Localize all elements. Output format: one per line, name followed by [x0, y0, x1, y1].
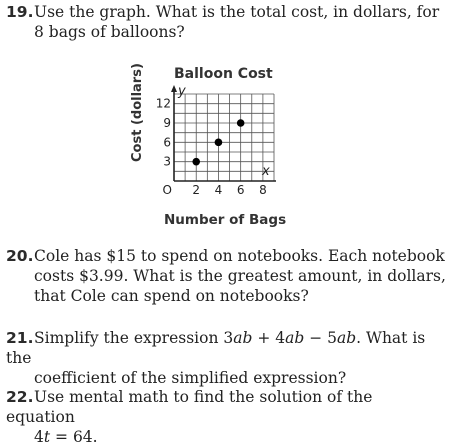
x-axis-letter: x [262, 164, 270, 179]
question-text-line1: Use mental math to find the solution of the equation [6, 388, 373, 426]
expr-post: . What is the [6, 329, 426, 367]
data-point [215, 139, 223, 147]
y-axis-arrow [171, 85, 177, 92]
data-point [192, 158, 200, 166]
equation [6, 427, 446, 447]
expr-var: ab [233, 329, 253, 347]
question-19 [6, 2, 446, 42]
question-text-line2: coefficient of the simplified expression? [34, 369, 347, 387]
question-22 [6, 387, 446, 447]
x-tick-label: 4 [214, 183, 223, 197]
eq-rhs: = 64. [50, 428, 98, 446]
eq-var: t [43, 428, 51, 446]
x-tick-label: 8 [259, 183, 267, 197]
y-tick-label: 12 [155, 96, 171, 111]
expr-mid2: − 5 [304, 329, 337, 347]
y-tick-label: 3 [163, 154, 171, 169]
expr-mid1: + 4 [252, 329, 286, 347]
question-number: 22. [6, 388, 34, 406]
question-text-line1: Use the graph. What is the total cost, in dollars, for [34, 3, 440, 21]
y-axis-letter: y [178, 84, 186, 99]
expr-var: ab [285, 329, 305, 347]
question-text-line2: 8 bags of balloons? [34, 23, 185, 41]
question-20 [6, 246, 446, 306]
expr-pre: Simplify the expression 3 [34, 329, 234, 347]
y-tick-label: 6 [163, 135, 171, 150]
question-number: 21. [6, 329, 34, 347]
question-number: 19. [6, 3, 34, 21]
question-21 [6, 328, 446, 388]
question-text-line2: costs $3.99. What is the greatest amount, in dollars, [34, 267, 446, 285]
expr-var: ab [336, 329, 357, 347]
x-tick-label: 6 [236, 183, 245, 197]
chart-x-label: Number of Bags [164, 212, 287, 228]
question-number: 20. [6, 247, 34, 265]
chart-title: Balloon Cost [174, 66, 273, 82]
y-tick-label: 9 [163, 116, 171, 130]
question-text-line3: that Cole can spend on notebooks? [34, 287, 309, 305]
data-point [237, 119, 245, 127]
chart-y-label: Cost (dollars) [130, 63, 145, 162]
x-tick-label: 2 [192, 183, 201, 197]
origin-label: O [162, 183, 172, 197]
balloon-cost-chart [130, 62, 290, 232]
eq-coef: 4 [34, 428, 44, 446]
question-text-line1: Cole has $15 to spend on notebooks. Each notebook [34, 247, 445, 265]
chart-plot [130, 62, 290, 212]
